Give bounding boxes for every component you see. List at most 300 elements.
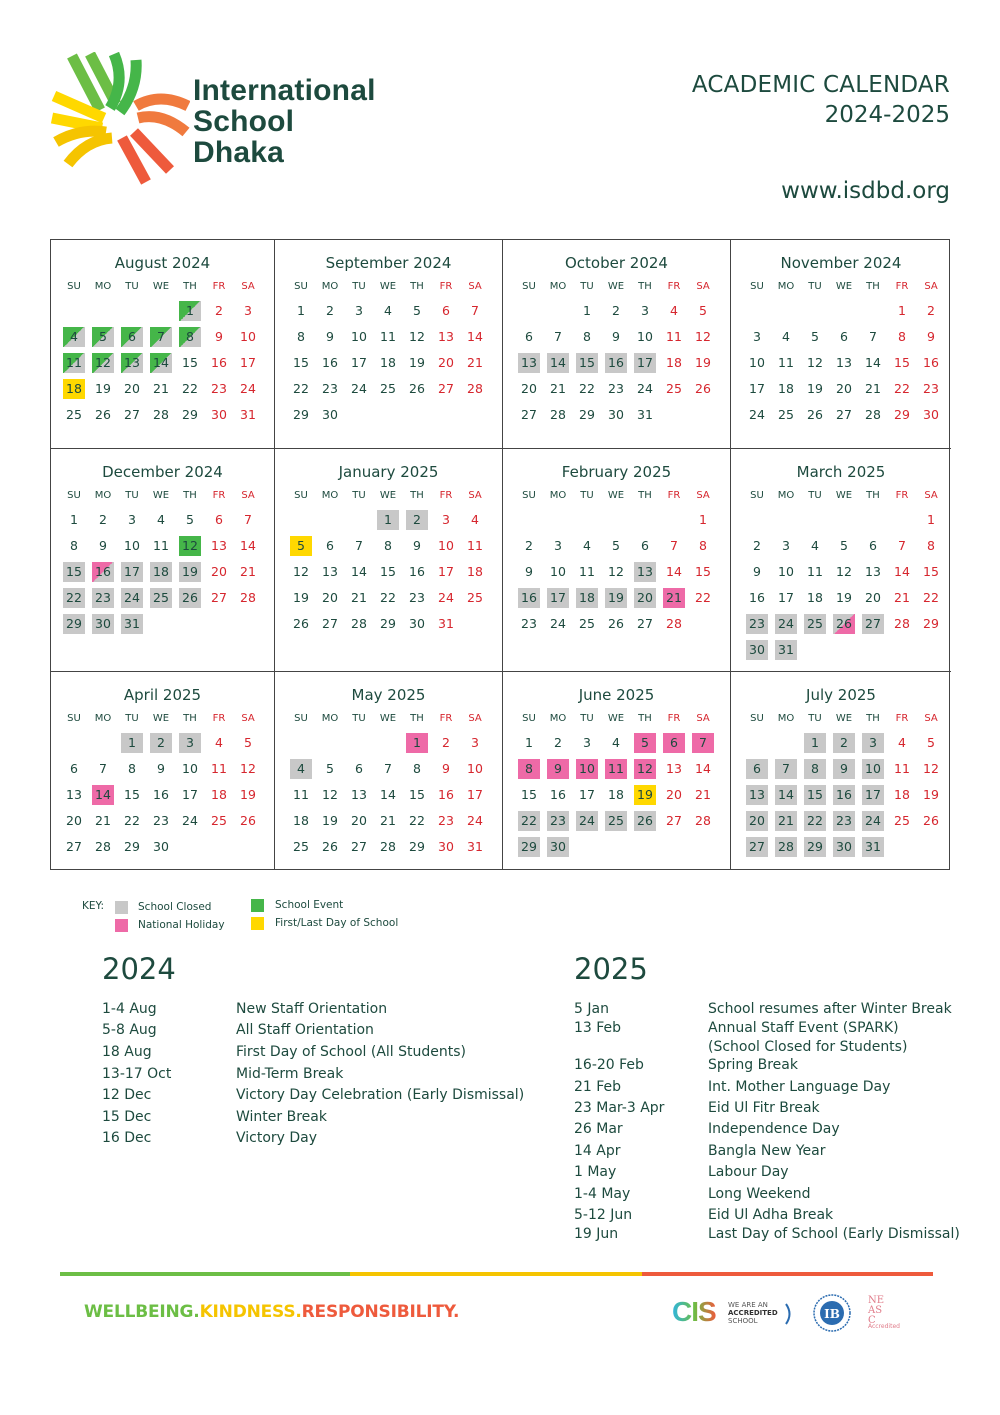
calendar-day: 18 xyxy=(467,564,483,579)
calendar-day: 8 xyxy=(128,761,136,776)
weekday-header: FR xyxy=(212,713,226,724)
calendar-day: 11 xyxy=(579,564,595,579)
calendar-day: 15 xyxy=(380,564,396,579)
calendar-day: 15 xyxy=(576,353,598,373)
calendar-day: 23 xyxy=(92,588,114,608)
calendar-day: 15 xyxy=(182,355,198,370)
calendar-day: 22 xyxy=(518,811,540,831)
weekday-header: SA xyxy=(696,281,710,292)
calendar-header xyxy=(692,70,950,130)
calendar-day: 11 xyxy=(778,355,794,370)
calendar-day: 30 xyxy=(322,407,338,422)
calendar-day: 13 xyxy=(865,564,881,579)
calendar-day: 4 xyxy=(670,303,678,318)
calendar-day: 17 xyxy=(467,787,483,802)
weekday-header: SU xyxy=(67,713,81,724)
calendar-day: 27 xyxy=(521,407,537,422)
calendar-day: 2 xyxy=(150,733,172,753)
calendar-day: 26 xyxy=(634,811,656,831)
calendar-day: 12 xyxy=(240,761,256,776)
cis-accreditation-logo xyxy=(672,1292,797,1336)
legend-swatch-event xyxy=(251,899,264,912)
calendar-day: 25 xyxy=(380,381,396,396)
weekday-header: SA xyxy=(696,490,710,501)
calendar-day: 18 xyxy=(63,379,85,399)
calendar-day: 11 xyxy=(153,538,169,553)
event-date: 13-17 Oct xyxy=(102,1066,172,1082)
calendar-day: 28 xyxy=(153,407,169,422)
calendar-day: 8 xyxy=(699,538,707,553)
calendar-day: 14 xyxy=(467,329,483,344)
weekday-header: SU xyxy=(522,490,536,501)
calendar-day: 23 xyxy=(438,813,454,828)
calendar-day: 27 xyxy=(438,381,454,396)
weekday-header: FR xyxy=(667,490,681,501)
calendar-title: ACADEMIC CALENDAR xyxy=(691,72,950,98)
calendar-day: 21 xyxy=(351,590,367,605)
event-date: 1-4 Aug xyxy=(102,1001,157,1017)
calendar-day: 19 xyxy=(923,787,939,802)
weekday-header: FR xyxy=(439,281,453,292)
event-date: 16 Dec xyxy=(102,1130,152,1146)
calendar-day: 9 xyxy=(413,538,421,553)
calendar-day: 4 xyxy=(157,512,165,527)
calendar-day: 13 xyxy=(211,538,227,553)
calendar-day: 27 xyxy=(351,839,367,854)
calendar-day: 6 xyxy=(746,759,768,779)
cis-letters: CIS xyxy=(672,1296,716,1327)
weekday-header: MO xyxy=(549,713,567,724)
calendar-day: 6 xyxy=(326,538,334,553)
calendar-day: 7 xyxy=(99,761,107,776)
calendar-day: 3 xyxy=(862,733,884,753)
month-block xyxy=(503,240,731,449)
month-block xyxy=(503,449,731,672)
event-description: School resumes after Winter Break xyxy=(708,1001,952,1017)
calendar-day: 7 xyxy=(384,761,392,776)
calendar-day: 12 xyxy=(634,759,656,779)
calendar-day: 12 xyxy=(923,761,939,776)
calendar-day: 8 xyxy=(583,329,591,344)
weekday-header: WE xyxy=(607,490,625,501)
weekday-header: TU xyxy=(125,713,139,724)
calendar-grid xyxy=(50,239,950,870)
calendar-day: 21 xyxy=(153,381,169,396)
event-date: 5-12 Jun xyxy=(574,1207,633,1223)
calendar-day: 10 xyxy=(240,329,256,344)
weekday-header: TU xyxy=(808,281,822,292)
calendar-day: 19 xyxy=(322,813,338,828)
weekday-header: FR xyxy=(212,490,226,501)
calendar-day: 25 xyxy=(605,811,627,831)
calendar-day: 8 xyxy=(927,538,935,553)
weekday-header: TH xyxy=(866,281,880,292)
calendar-day: 22 xyxy=(293,381,309,396)
event-description: New Staff Orientation xyxy=(236,1001,388,1017)
calendar-day: 22 xyxy=(804,811,826,831)
calendar-day: 1 xyxy=(297,303,305,318)
calendar-day: 17 xyxy=(579,787,595,802)
weekday-header: FR xyxy=(895,281,909,292)
calendar-day: 6 xyxy=(121,327,143,347)
calendar-day: 20 xyxy=(351,813,367,828)
calendar-day: 26 xyxy=(179,588,201,608)
calendar-day: 3 xyxy=(355,303,363,318)
weekday-header: SU xyxy=(67,281,81,292)
calendar-day: 22 xyxy=(923,590,939,605)
cis-subtitle xyxy=(728,1301,778,1325)
calendar-day: 19 xyxy=(634,785,656,805)
calendar-day: 16 xyxy=(438,787,454,802)
calendar-day: 7 xyxy=(869,329,877,344)
calendar-day: 28 xyxy=(380,839,396,854)
weekday-header: TU xyxy=(125,490,139,501)
calendar-day: 22 xyxy=(380,590,396,605)
calendar-day: 29 xyxy=(293,407,309,422)
calendar-day: 14 xyxy=(695,761,711,776)
calendar-day: 29 xyxy=(124,839,140,854)
calendar-day: 18 xyxy=(380,355,396,370)
calendar-day: 28 xyxy=(775,837,797,857)
calendar-day: 26 xyxy=(322,839,338,854)
calendar-day: 9 xyxy=(326,329,334,344)
weekday-header: TH xyxy=(410,281,424,292)
calendar-day: 12 xyxy=(409,329,425,344)
calendar-day: 17 xyxy=(547,588,569,608)
calendar-day: 31 xyxy=(775,640,797,660)
calendar-day: 24 xyxy=(749,407,765,422)
weekday-header: FR xyxy=(212,281,226,292)
calendar-day: 7 xyxy=(692,733,714,753)
calendar-day: 28 xyxy=(467,381,483,396)
cis-subtitle-line: WE ARE AN xyxy=(728,1301,768,1309)
calendar-day: 10 xyxy=(182,761,198,776)
event-description: (School Closed for Students) xyxy=(708,1039,908,1055)
cis-subtitle-line: ACCREDITED xyxy=(728,1309,778,1317)
calendar-day: 11 xyxy=(293,787,309,802)
event-description: Labour Day xyxy=(708,1164,789,1180)
calendar-day: 19 xyxy=(409,355,425,370)
calendar-day: 25 xyxy=(66,407,82,422)
calendar-day: 25 xyxy=(778,407,794,422)
calendar-day: 10 xyxy=(550,564,566,579)
calendar-day: 28 xyxy=(865,407,881,422)
calendar-day: 16 xyxy=(92,562,114,582)
calendar-day: 15 xyxy=(521,787,537,802)
calendar-day: 8 xyxy=(297,329,305,344)
calendar-day: 19 xyxy=(605,588,627,608)
calendar-day: 24 xyxy=(576,811,598,831)
month-title: March 2025 xyxy=(796,463,886,481)
calendar-day: 4 xyxy=(583,538,591,553)
calendar-day: 13 xyxy=(746,785,768,805)
calendar-day: 11 xyxy=(894,761,910,776)
weekday-header: FR xyxy=(895,490,909,501)
weekday-header: MO xyxy=(321,490,339,501)
calendar-day: 29 xyxy=(409,839,425,854)
cis-subtitle-line: SCHOOL xyxy=(728,1317,758,1325)
weekday-header: TH xyxy=(866,490,880,501)
motto-kindness: KINDNESS. xyxy=(199,1302,302,1322)
calendar-day: 11 xyxy=(211,761,227,776)
calendar-day: 23 xyxy=(211,381,227,396)
calendar-day: 9 xyxy=(547,759,569,779)
calendar-day: 3 xyxy=(641,303,649,318)
calendar-day: 26 xyxy=(240,813,256,828)
calendar-day: 13 xyxy=(518,353,540,373)
calendar-day: 20 xyxy=(666,787,682,802)
weekday-header: SA xyxy=(468,281,482,292)
calendar-day: 28 xyxy=(666,616,682,631)
legend-key-label: KEY: xyxy=(82,900,105,912)
calendar-day: 10 xyxy=(862,759,884,779)
calendar-day: 4 xyxy=(384,303,392,318)
event-description: Victory Day Celebration (Early Dismissal) xyxy=(236,1087,525,1103)
calendar-day: 30 xyxy=(153,839,169,854)
weekday-header: MO xyxy=(549,490,567,501)
footer-bar-red xyxy=(642,1272,933,1276)
calendar-day: 27 xyxy=(637,616,653,631)
calendar-day: 15 xyxy=(63,562,85,582)
calendar-day: 4 xyxy=(215,735,223,750)
calendar-day: 7 xyxy=(775,759,797,779)
weekday-header: WE xyxy=(379,713,397,724)
calendar-day: 5 xyxy=(326,761,334,776)
calendar-day: 15 xyxy=(894,355,910,370)
calendar-day: 2 xyxy=(927,303,935,318)
calendar-day: 4 xyxy=(811,538,819,553)
legend-swatch-holiday xyxy=(115,919,128,932)
calendar-day: 30 xyxy=(833,837,855,857)
calendar-day: 16 xyxy=(322,355,338,370)
month-title: November 2024 xyxy=(780,254,902,272)
month-block xyxy=(731,449,951,672)
legend-label-first-last: First/Last Day of School xyxy=(275,917,399,929)
calendar-day: 7 xyxy=(898,538,906,553)
event-description: Winter Break xyxy=(236,1109,327,1125)
weekday-header: WE xyxy=(835,490,853,501)
calendar-day: 12 xyxy=(92,353,114,373)
calendar-day: 31 xyxy=(862,837,884,857)
event-description: Independence Day xyxy=(708,1121,840,1137)
calendar-day: 7 xyxy=(150,327,172,347)
calendar-day: 30 xyxy=(923,407,939,422)
calendar-day: 30 xyxy=(92,614,114,634)
event-description: Spring Break xyxy=(708,1057,798,1073)
calendar-day: 13 xyxy=(634,562,656,582)
calendar-day: 8 xyxy=(384,538,392,553)
motto-wellbeing: WELLBEING. xyxy=(84,1302,200,1322)
calendar-years: 2024-2025 xyxy=(824,102,950,128)
calendar-day: 3 xyxy=(128,512,136,527)
calendar-day: 31 xyxy=(438,616,454,631)
event-date: 23 Mar-3 Apr xyxy=(574,1100,665,1116)
event-date: 19 Jun xyxy=(574,1226,619,1242)
month-block xyxy=(275,240,503,449)
weekday-header: SA xyxy=(468,713,482,724)
calendar-day: 22 xyxy=(579,381,595,396)
calendar-day: 26 xyxy=(409,381,425,396)
calendar-day: 14 xyxy=(380,787,396,802)
calendar-day: 15 xyxy=(293,355,309,370)
calendar-day: 18 xyxy=(778,381,794,396)
calendar-day: 22 xyxy=(124,813,140,828)
event-description: First Day of School (All Students) xyxy=(236,1044,467,1060)
calendar-day: 14 xyxy=(775,785,797,805)
calendar-day: 15 xyxy=(409,787,425,802)
calendar-day: 16 xyxy=(749,590,765,605)
calendar-day: 1 xyxy=(121,733,143,753)
event-description: Last Day of School (Early Dismissal) xyxy=(708,1226,960,1242)
calendar-day: 14 xyxy=(666,564,682,579)
calendar-day: 17 xyxy=(121,562,143,582)
calendar-day: 9 xyxy=(215,329,223,344)
calendar-day: 19 xyxy=(807,381,823,396)
month-block xyxy=(275,672,503,869)
event-date: 26 Mar xyxy=(574,1121,623,1137)
calendar-day: 29 xyxy=(804,837,826,857)
calendar-day: 1 xyxy=(406,733,428,753)
event-date: 18 Aug xyxy=(102,1044,152,1060)
calendar-day: 6 xyxy=(525,329,533,344)
weekday-header: TH xyxy=(183,490,197,501)
calendar-day: 8 xyxy=(179,327,201,347)
calendar-day: 3 xyxy=(753,329,761,344)
calendar-day: 24 xyxy=(351,381,367,396)
legend-swatch-closed xyxy=(115,901,128,914)
calendar-day: 7 xyxy=(244,512,252,527)
weekday-header: SA xyxy=(924,490,938,501)
calendar-day: 10 xyxy=(351,329,367,344)
calendar-day: 7 xyxy=(554,329,562,344)
calendar-day: 9 xyxy=(99,538,107,553)
calendar-day: 30 xyxy=(211,407,227,422)
event-date: 16-20 Feb xyxy=(574,1057,644,1073)
calendar-day: 10 xyxy=(778,564,794,579)
calendar-day: 1 xyxy=(583,303,591,318)
calendar-day: 2 xyxy=(554,735,562,750)
calendar-day: 1 xyxy=(927,512,935,527)
calendar-day: 18 xyxy=(608,787,624,802)
calendar-day: 5 xyxy=(92,327,114,347)
calendar-day: 5 xyxy=(612,538,620,553)
calendar-day: 3 xyxy=(179,733,201,753)
calendar-day: 7 xyxy=(471,303,479,318)
calendar-day: 28 xyxy=(550,407,566,422)
calendar-day: 28 xyxy=(695,813,711,828)
weekday-header: SA xyxy=(468,490,482,501)
event-description: Eid Ul Adha Break xyxy=(708,1207,834,1223)
weekday-header: MO xyxy=(94,713,112,724)
calendar-day: 31 xyxy=(121,614,143,634)
calendar-day: 11 xyxy=(380,329,396,344)
calendar-day: 2 xyxy=(612,303,620,318)
weekday-header: TH xyxy=(866,713,880,724)
calendar-day: 3 xyxy=(244,303,252,318)
calendar-day: 20 xyxy=(124,381,140,396)
calendar-day: 28 xyxy=(95,839,111,854)
weekday-header: TH xyxy=(638,281,652,292)
calendar-day: 23 xyxy=(547,811,569,831)
events-year-2024: 2024 xyxy=(102,952,176,986)
calendar-day: 26 xyxy=(923,813,939,828)
calendar-day: 17 xyxy=(351,355,367,370)
calendar-day: 29 xyxy=(63,614,85,634)
website-link[interactable]: www.isdbd.org xyxy=(781,178,950,204)
weekday-header: SU xyxy=(294,281,308,292)
month-block xyxy=(503,672,731,869)
calendar-day: 18 xyxy=(211,787,227,802)
event-description: Long Weekend xyxy=(708,1186,811,1202)
calendar-day: 9 xyxy=(525,564,533,579)
calendar-day: 30 xyxy=(438,839,454,854)
calendar-day: 18 xyxy=(576,588,598,608)
calendar-day: 8 xyxy=(804,759,826,779)
calendar-day: 11 xyxy=(807,564,823,579)
calendar-day: 1 xyxy=(179,301,201,321)
calendar-day: 21 xyxy=(240,564,256,579)
calendar-day: 24 xyxy=(182,813,198,828)
calendar-day: 14 xyxy=(240,538,256,553)
calendar-day: 27 xyxy=(124,407,140,422)
weekday-header: MO xyxy=(94,490,112,501)
calendar-day: 6 xyxy=(70,761,78,776)
weekday-header: SA xyxy=(696,713,710,724)
calendar-day: 17 xyxy=(749,381,765,396)
calendar-day: 6 xyxy=(663,733,685,753)
school-name-line: International xyxy=(193,74,376,107)
calendar-day: 20 xyxy=(634,588,656,608)
calendar-day: 25 xyxy=(804,614,826,634)
calendar-day: 2 xyxy=(99,512,107,527)
legend-label-event: School Event xyxy=(275,899,344,911)
calendar-day: 15 xyxy=(695,564,711,579)
calendar-day: 29 xyxy=(923,616,939,631)
calendar-day: 6 xyxy=(355,761,363,776)
motto-responsibility: RESPONSIBILITY. xyxy=(301,1302,460,1322)
calendar-day: 16 xyxy=(605,353,627,373)
calendar-day: 21 xyxy=(95,813,111,828)
calendar-day: 23 xyxy=(608,381,624,396)
calendar-day: 1 xyxy=(699,512,707,527)
weekday-header: SA xyxy=(924,713,938,724)
calendar-day: 24 xyxy=(550,616,566,631)
calendar-day: 22 xyxy=(894,381,910,396)
event-date: 13 Feb xyxy=(574,1020,622,1036)
calendar-day: 12 xyxy=(322,787,338,802)
calendar-day: 24 xyxy=(438,590,454,605)
calendar-day: 21 xyxy=(380,813,396,828)
calendar-day: 26 xyxy=(608,616,624,631)
calendar-day: 20 xyxy=(865,590,881,605)
event-date: 5-8 Aug xyxy=(102,1022,157,1038)
calendar-day: 1 xyxy=(898,303,906,318)
cis-bracket-icon xyxy=(784,1302,794,1326)
event-description: All Staff Orientation xyxy=(236,1022,374,1038)
calendar-day: 18 xyxy=(666,355,682,370)
weekday-header: SA xyxy=(241,713,255,724)
calendar-day: 4 xyxy=(782,329,790,344)
neasc-sub: Accredited xyxy=(868,1323,900,1330)
calendar-day: 29 xyxy=(579,407,595,422)
weekday-header: MO xyxy=(777,490,795,501)
weekday-header: FR xyxy=(667,281,681,292)
legend-swatch-first-last xyxy=(251,917,264,930)
calendar-day: 2 xyxy=(442,735,450,750)
calendar-day: 30 xyxy=(547,837,569,857)
calendar-day: 31 xyxy=(240,407,256,422)
calendar-day: 23 xyxy=(153,813,169,828)
